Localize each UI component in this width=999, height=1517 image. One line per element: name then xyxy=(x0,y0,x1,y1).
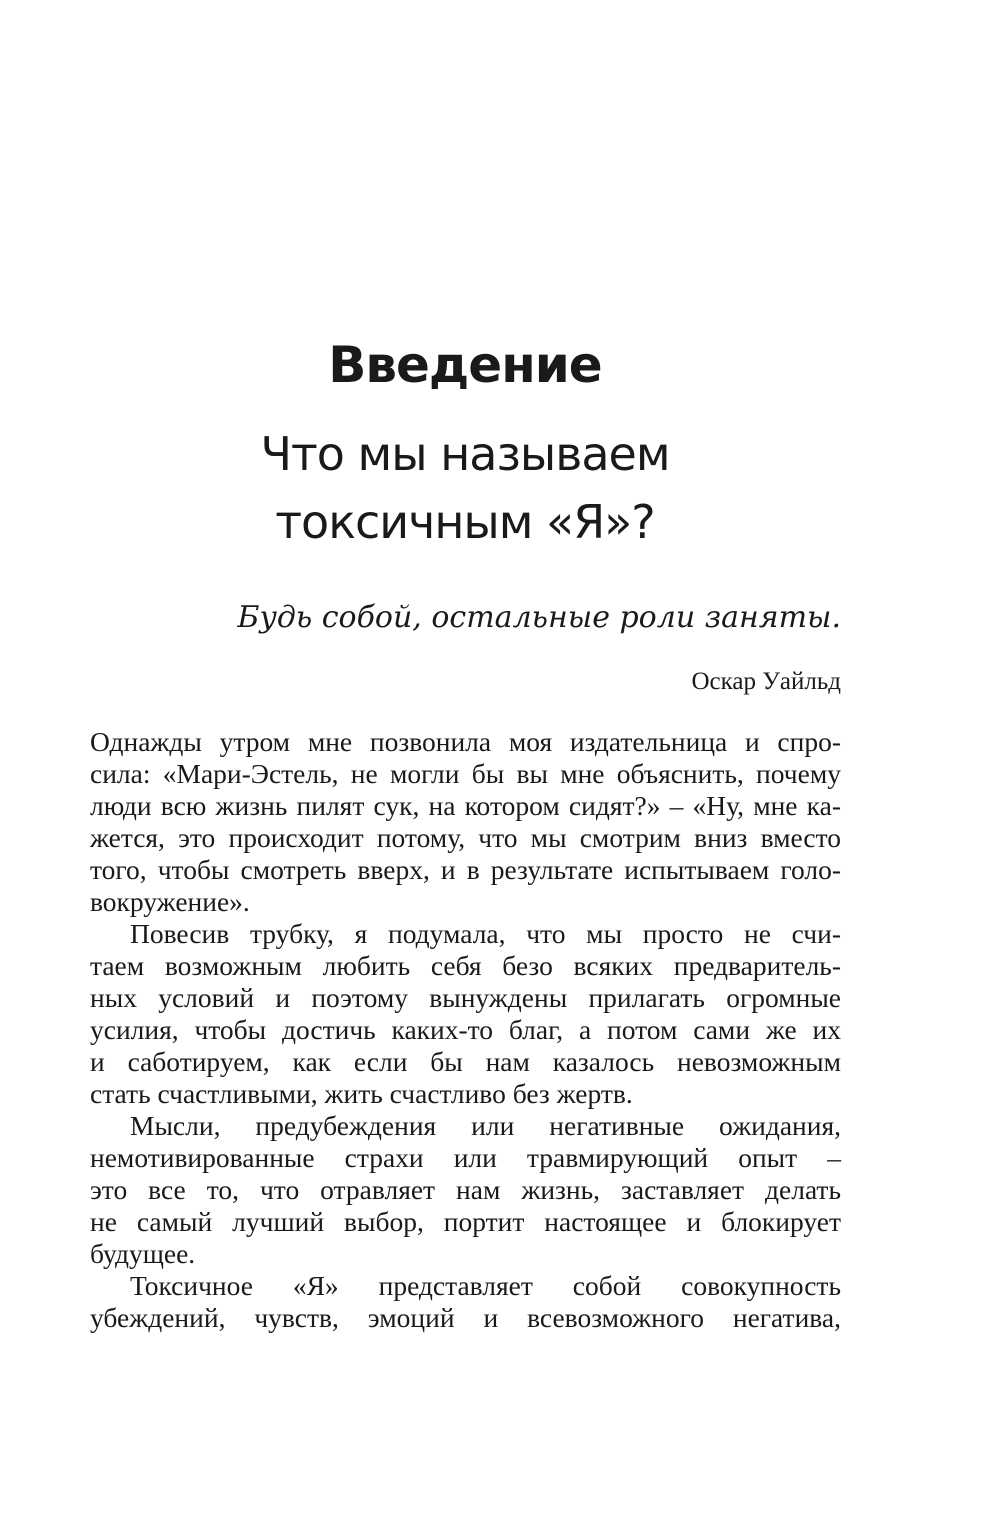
text-line: не самый лучший выбор, портит настоящее и блокирует xyxy=(90,1206,841,1237)
text-line: жется, это происходит потому, что мы смотрим вниз вместо xyxy=(90,822,841,853)
text-line: Однажды утром мне позвонила моя издательница и спро- xyxy=(90,726,841,757)
paragraph-3 xyxy=(90,1110,841,1270)
text-line: Мысли, предубеждения или негативные ожидания, xyxy=(130,1110,841,1141)
epigraph-author: Оскар Уайльд xyxy=(691,668,841,695)
text-line: усилия, чтобы достичь каких-то благ, а потом сами же их xyxy=(90,1014,841,1045)
text-line: это все то, что отравляет нам жизнь, заставляет делать xyxy=(90,1174,841,1205)
text-line: убеждений, чувств, эмоций и всевозможного негатива, xyxy=(90,1302,841,1333)
chapter-subtitle xyxy=(0,420,930,556)
text-line: люди всю жизнь пилят сук, на котором сидят?» – «Ну, мне ка- xyxy=(90,790,841,821)
paragraph-1 xyxy=(90,726,841,918)
text-line: Токсичное «Я» представляет собой совокупность xyxy=(130,1270,841,1301)
paragraph-4 xyxy=(90,1270,841,1334)
text-line: будущее. xyxy=(90,1238,196,1269)
text-line: ных условий и поэтому вынуждены прилагать огромные xyxy=(90,982,841,1013)
text-line: Повесив трубку, я подумала, что мы просто не счи- xyxy=(130,918,841,949)
text-line: стать счастливыми, жить счастливо без жертв. xyxy=(90,1078,633,1109)
paragraph-2 xyxy=(90,918,841,1110)
chapter-subtitle-line-1: Что мы называем xyxy=(260,427,670,481)
epigraph-quote: Будь собой, остальные роли заняты. xyxy=(237,600,841,635)
chapter-subtitle-line-2: токсичным «Я»? xyxy=(275,495,655,549)
text-line: и саботируем, как если бы нам казалось невозможным xyxy=(90,1046,841,1077)
text-line: того, чтобы смотреть вверх, и в результате испытываем голо- xyxy=(90,854,841,885)
text-line: таем возможным любить себя безо всяких предваритель- xyxy=(90,950,841,981)
text-line: сила: «Мари-Эстель, не могли бы вы мне объяснить, почему xyxy=(90,758,841,789)
body-text xyxy=(90,726,841,1334)
text-line: вокружение». xyxy=(90,886,250,917)
chapter-title: Введение xyxy=(328,336,602,394)
text-line: немотивированные страхи или травмирующий опыт – xyxy=(90,1142,841,1173)
